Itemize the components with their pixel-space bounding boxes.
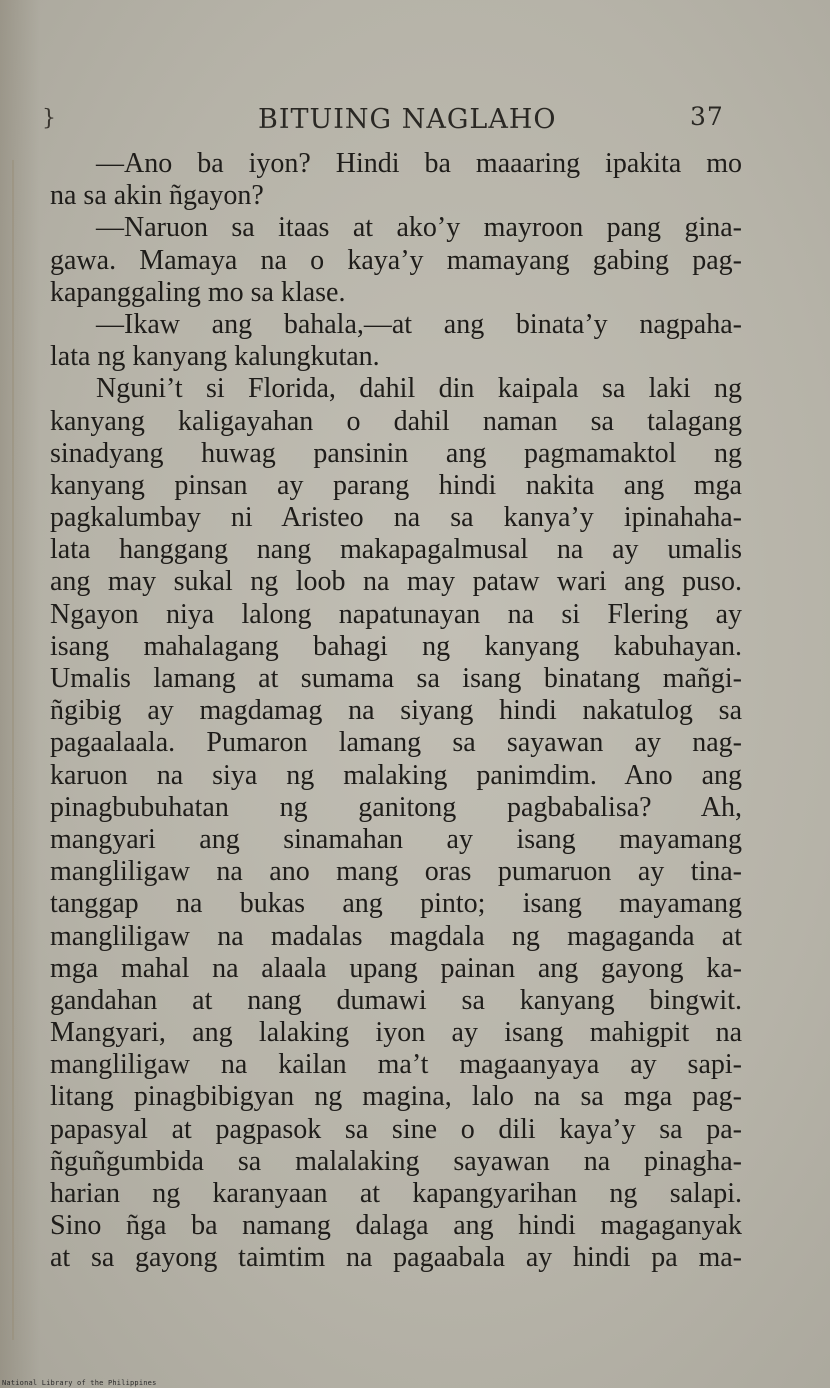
body-text <box>50 148 742 1275</box>
text-line: kanyang pinsan ay parang hindi nakita ang mga <box>50 469 742 501</box>
text-line: Nguni’t si Florida, dahil din kaipala sa laki ng <box>96 373 742 405</box>
text-line: mga mahal na alaala upang painan ang gayong ka- <box>50 952 742 984</box>
text-line: mangliligaw na ano mang oras pumaruon ay tina- <box>50 856 742 888</box>
text-line: kanyang kaligayahan o dahil naman sa talagang <box>50 405 742 437</box>
text-line: gandahan at nang dumawi sa kanyang bingwit. <box>50 984 742 1016</box>
text-line: pagkalumbay ni Aristeo na sa kanya’y ipinahaha- <box>50 502 742 534</box>
text-line: —Ano ba iyon? Hindi ba maaaring ipakita mo <box>96 148 742 179</box>
text-line: Mangyari, ang lalaking iyon ay isang mahigpit na <box>50 1017 742 1049</box>
text-line: mangliligaw na kailan ma’t magaanyaya ay sapi- <box>50 1049 742 1081</box>
text-line: papasyal at pagpasok sa sine o dili kaya’y sa pa- <box>50 1113 742 1145</box>
text-line: ñgibig ay magdamag na siyang hindi nakatulog sa <box>50 695 742 727</box>
text-line: at sa gayong taimtim na pagaabala ay hindi pa ma- <box>50 1242 742 1274</box>
header-mark: } <box>42 106 57 131</box>
text-line: pagaalaala. Pumaron lamang sa sayawan ay nag- <box>50 727 742 759</box>
text-line: lata hanggang nang makapagalmusal na ay umalis <box>50 534 742 566</box>
text-line: harian ng karanyaan at kapangyarihan ng salapi. <box>50 1178 742 1209</box>
page-number: 37 <box>690 102 724 131</box>
text-line: mangyari ang sinamahan ay isang mayamang <box>50 823 742 855</box>
running-title: BITUING NAGLAHO <box>258 104 557 135</box>
page-binding-edge <box>12 160 14 1340</box>
text-line: —Naruon sa itaas at ako’y mayroon pang gina- <box>96 212 742 244</box>
text-line: karuon na siya ng malaking panimdim. Ano ang <box>50 759 742 791</box>
text-line: gawa. Mamaya na o kaya’y mamayang gabing pag- <box>50 244 742 276</box>
text-line: pinagbubuhatan ng ganitong pagbabalisa? Ah, <box>50 791 742 823</box>
text-line: —Ikaw ang bahala,—at ang binata’y nagpaha- <box>96 308 742 340</box>
text-line: lata ng kanyang kalungkutan. <box>50 341 380 373</box>
text-line: na sa akin ñgayon? <box>50 180 264 212</box>
text-line: Sino ñga ba namang dalaga ang hindi magaganyak <box>50 1210 742 1242</box>
text-line: litang pinagbibigyan ng magina, lalo na sa mga pag- <box>50 1081 742 1113</box>
text-line: ang may sukal ng loob na may pataw wari ang puso. <box>50 566 742 598</box>
text-line: sinadyang huwag pansinin ang pagmamaktol ng <box>50 437 742 469</box>
text-line: Ngayon niya lalong napatunayan na si Flering ay <box>50 598 742 630</box>
text-line: kapanggaling mo sa klase. <box>50 276 346 308</box>
library-credit: National Library of the Philippines <box>2 1379 157 1387</box>
text-line: tanggap na bukas ang pinto; isang mayamang <box>50 888 742 920</box>
text-line: mangliligaw na madalas magdala ng magaganda at <box>50 920 742 952</box>
text-line: ñguñgumbida sa malalaking sayawan na pinagha- <box>50 1145 742 1177</box>
page-header <box>0 100 830 144</box>
text-line: Umalis lamang at sumama sa isang binatang mañgi- <box>50 663 742 694</box>
text-line: isang mahalagang bahagi ng kanyang kabuhayan. <box>50 630 742 662</box>
